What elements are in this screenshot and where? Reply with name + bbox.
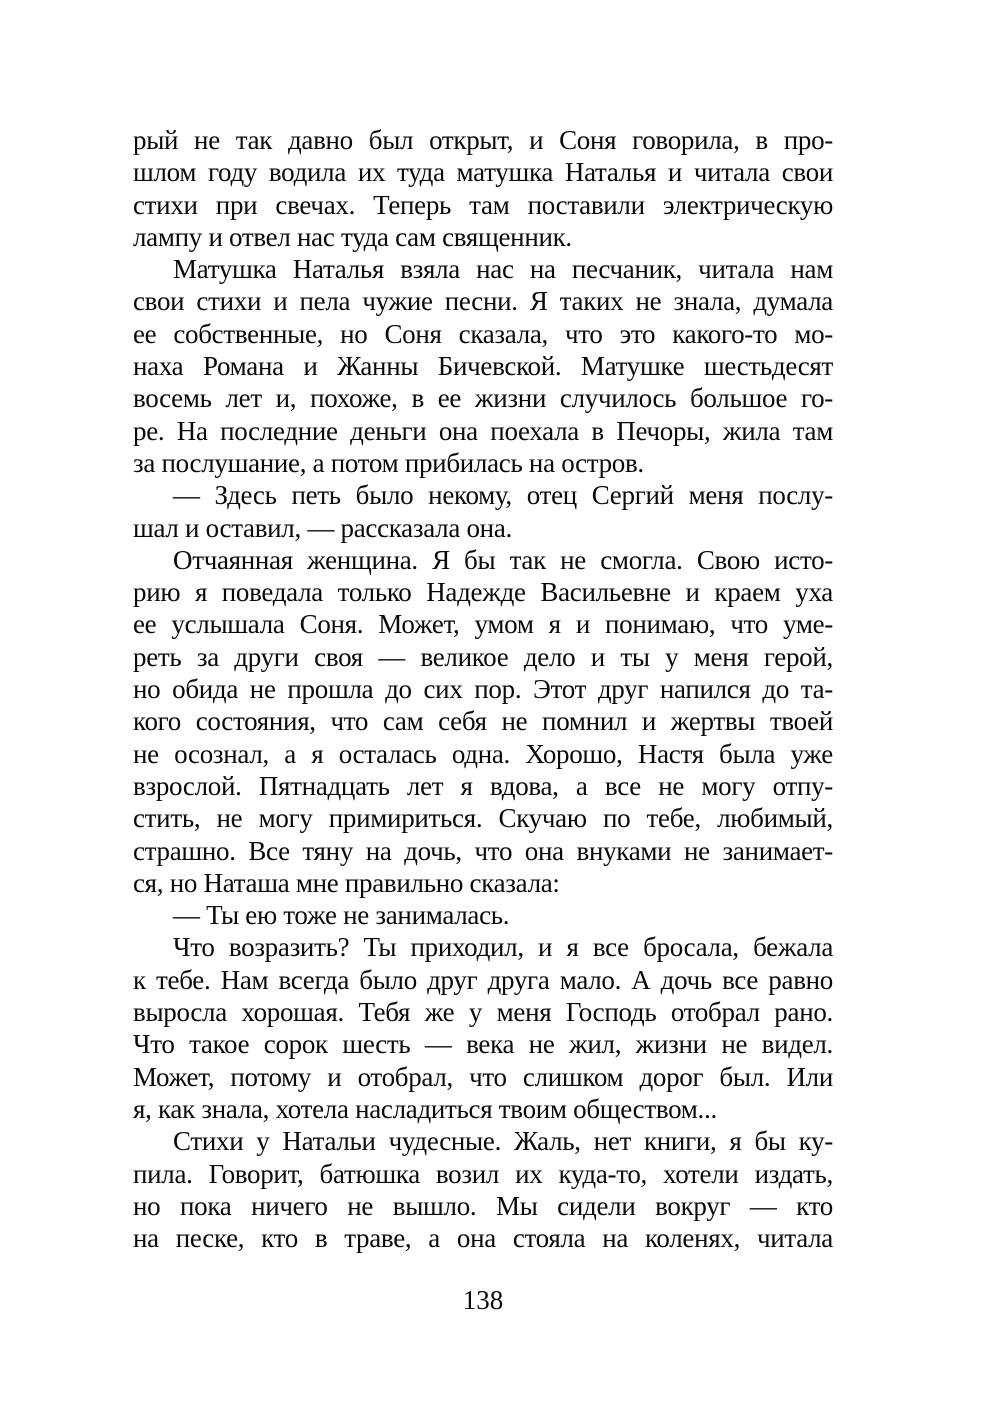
text-line: Может, потому и отобрал, что слишком дорог был. Или	[133, 1061, 833, 1092]
text-line: кого состояния, что сам себя не помнил и жертвы твоей	[133, 706, 833, 737]
text-line: ре. На последние деньги она поехала в Печоры, жила там	[133, 415, 833, 446]
text-block	[133, 124, 833, 1254]
text-line: за послушание, а потом прибилась на остров.	[133, 447, 644, 478]
text-line: Отчаянная женщина. Я бы так не смогла. Свою исто-	[173, 544, 833, 575]
text-line: лампу и отвел нас туда сам священник.	[133, 221, 572, 252]
text-line: Что возразить? Ты приходил, и я все бросала, бежала	[173, 932, 833, 963]
text-line: взрослой. Пятнадцать лет я вдова, а все не могу отпу-	[133, 770, 833, 801]
text-line: шал и оставил, — рассказала она.	[133, 512, 512, 543]
text-line: ее собственные, но Соня сказала, что это какого-то мо-	[133, 318, 833, 349]
text-line: выросла хорошая. Тебя же у меня Господь отобрал рано.	[133, 997, 833, 1028]
text-line: пила. Говорит, батюшка возил их куда-то, хотели издать,	[133, 1158, 833, 1189]
text-line: но пока ничего не вышло. Мы сидели вокруг — кто	[133, 1190, 833, 1221]
text-line: Что такое сорок шесть — века не жил, жизни не видел.	[133, 1029, 833, 1060]
text-line: Матушка Наталья взяла нас на песчаник, читала нам	[173, 254, 833, 285]
text-line: стихи при свечах. Теперь там поставили электрическую	[133, 189, 833, 220]
text-line: на песке, кто в траве, а она стояла на коленях, читала	[133, 1223, 833, 1254]
text-line: наха Романа и Жанны Бичевской. Матушке шестьдесят	[133, 351, 833, 382]
text-line: стить, не могу примириться. Скучаю по тебе, любимый,	[133, 803, 833, 834]
text-line: страшно. Все тяну на дочь, что она внуками не занимает-	[133, 835, 833, 866]
text-line: восемь лет и, похоже, в ее жизни случилось большое го-	[133, 383, 833, 414]
text-line: к тебе. Нам всегда было друг друга мало. А дочь все равно	[133, 964, 833, 995]
text-line: но обида не прошла до сих пор. Этот друг напился до та-	[133, 674, 833, 705]
text-line: не осознал, а я осталась одна. Хорошо, Настя была уже	[133, 738, 833, 769]
text-line: шлом году водила их туда матушка Наталья и читала свои	[133, 157, 833, 188]
text-line: свои стихи и пела чужие песни. Я таких не знала, думала	[133, 286, 833, 317]
text-line: реть за други своя — великое дело и ты у меня герой,	[133, 641, 833, 672]
text-line: ся, но Наташа мне правильно сказала:	[133, 867, 560, 898]
text-line: ее услышала Соня. Может, умом я и понимаю, что уме-	[133, 609, 833, 640]
text-line: рию я поведала только Надежде Васильевне и краем уха	[133, 577, 833, 608]
text-line: Стихи у Натальи чудесные. Жаль, нет книги, я бы ку-	[173, 1126, 833, 1157]
page-number: 138	[462, 1285, 504, 1315]
text-line: — Здесь петь было некому, отец Сергий меня послу-	[173, 480, 833, 511]
text-line: я, как знала, хотела насладиться твоим обществом...	[133, 1093, 717, 1124]
text-line: рый не так давно был открыт, и Соня говорила, в про-	[133, 125, 833, 155]
text-line: — Ты ею тоже не занималась.	[173, 900, 510, 931]
